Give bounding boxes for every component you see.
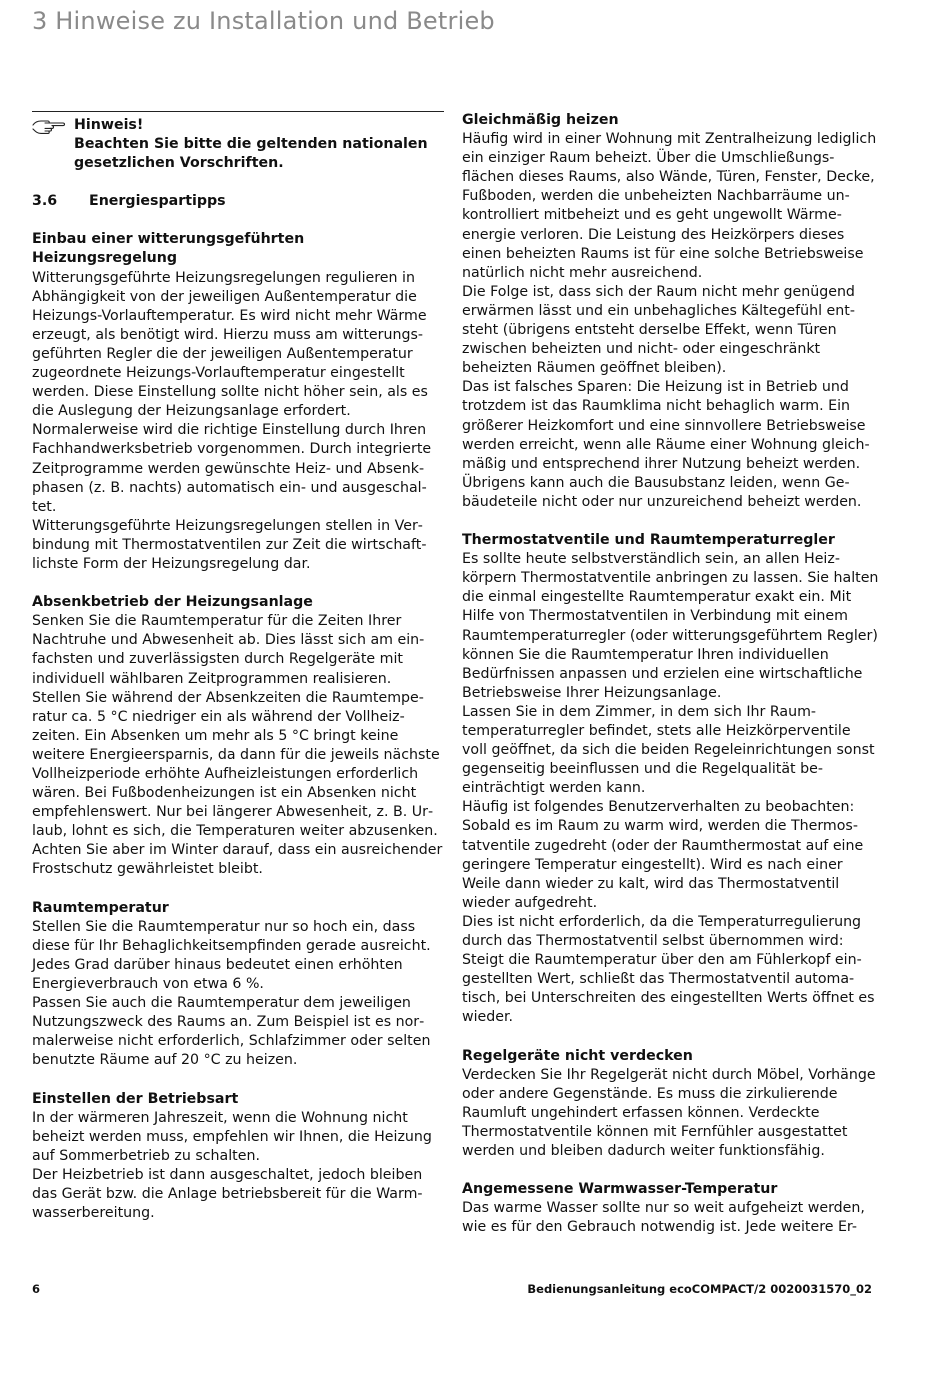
left-column — [32, 111, 444, 1242]
subheading: Gleichmäßig heizen — [462, 112, 619, 128]
text-block — [462, 111, 880, 512]
subheading: Regelgeräte nicht verdecken — [462, 1047, 693, 1064]
subheading: Absenkbetrieb der Heizungsanlage — [32, 594, 313, 611]
paragraph: Dies ist nicht erforderlich, da die Temperaturregulierung durch das Thermostatventil selbst übernommen wird: Steigt die Raumtemperatur über den am Fühlerkopf eingestellten Wert, schließt das Thermostatventil automatisch, bei Unterschreiten des eingestellten Werts öffnet es wieder. — [462, 913, 875, 1026]
subheading: Einbau einer witterungsgeführten Heizungsregelung — [32, 231, 305, 267]
paragraph: Das ist falsches Sparen: Die Heizung ist in Betrieb und trotzdem ist das Raumklima nicht behaglich warm. Ein größerer Heizkomfort und eine sinnvollere Betriebsweise werden erreicht, wenn alle Räume einer Wohnung gleichmäßig und entsprechend ihrer Nutzung beheizt werden. Übrigens kann auch die Bausubstanz leiden, wenn Gebäudeteile nicht oder nur unzureichend beheizt werden. — [462, 379, 870, 510]
pointing-hand-icon — [32, 116, 74, 141]
page-header-title: 3 Hinweise zu Installation und Betrieb — [32, 7, 495, 35]
subheading: Thermostatventile und Raumtemperaturregler — [462, 532, 835, 549]
text-block — [32, 230, 444, 574]
paragraph: Stellen Sie die Raumtemperatur nur so hoch ein, dass diese für Ihr Behaglichkeitsempfinden gerade ausreicht. Jedes Grad darüber hinaus bedeutet einen erhöhten Energieverbrauch von etwa 6 %. — [32, 918, 431, 993]
paragraph: Senken Sie die Raumtemperatur für die Zeiten Ihrer Nachtruhe und Abwesenheit ab. Dies lässt sich am einfachsten und zuverlässigsten durch Regelgeräte mit individuell wählbaren Zeitprogrammen realisieren. — [32, 613, 425, 687]
note-title: Hinweis! — [74, 117, 144, 133]
document-id: Bedienungsanleitung ecoCOMPACT/2 0020031570_02 — [527, 1282, 872, 1296]
note-box — [32, 116, 444, 173]
section-number: 3.6 — [32, 193, 58, 210]
text-block — [32, 899, 444, 1071]
text-block — [32, 1090, 444, 1224]
paragraph: Der Heizbetrieb ist dann ausgeschaltet, jedoch bleiben das Gerät bzw. die Anlage betriebsbereit für die Warmwasserbereitung. — [32, 1166, 423, 1222]
section-title: Energiespartipps — [89, 193, 226, 210]
paragraph: In der wärmeren Jahreszeit, wenn die Wohnung nicht beheizt werden muss, empfehlen wir Ihnen, die Heizung auf Sommerbetrieb zu schalten. — [32, 1109, 432, 1164]
paragraph: Normalerweise wird die richtige Einstellung durch Ihren Fachhandwerksbetrieb vorgenommen. Durch integrierte Zeitprogramme werden gewünschte Heiz- und Absenkphasen (z. B. nachts) automatisch ein- und ausgeschaltet. — [32, 422, 432, 515]
paragraph: Verdecken Sie Ihr Regelgerät nicht durch Möbel, Vorhänge oder andere Gegenstände. Es muss die zirkulierende Raumluft ungehindert erfassen können. Verdeckte Thermostatventile können mit Fernfühler ausgestattet werden und bleiben dadurch weiter funktionsfähig. — [462, 1066, 876, 1160]
subheading: Einstellen der Betriebsart — [32, 1090, 239, 1107]
paragraph: Es sollte heute selbstverständlich sein, an allen Heizkörpern Thermostatventile anbringen zu lassen. Sie halten die einmal eingestellte Raumtemperatur exakt ein. Mit Hilfe von Thermostatventilen in Verbindung mit einem Raumtemperaturregler (oder witterungsgeführtem Regler) können Sie die Raumtemperatur Ihren individuellen Bedürfnissen anpassen und erzielen eine wirtschaftliche Betriebsweise Ihrer Heizungsanlage. — [462, 551, 879, 701]
text-block — [462, 1180, 880, 1237]
paragraph: Lassen Sie in dem Zimmer, in dem sich Ihr Raumtemperaturregler befindet, stets alle Heizkörperventile voll geöffnet, da sich die beiden Regeleinrichtungen sonst gegenseitig beeinflussen und die Regelqualität beeinträchtigt werden kann. — [462, 703, 875, 797]
page-number: 6 — [32, 1282, 41, 1296]
paragraph: Stellen Sie während der Absenkzeiten die Raumtemperatur ca. 5 °C niedriger ein als während der Vollheizzeiten. Ein Absenken um mehr als 5 °C bringt keine weitere Energieersparnis, da dann für die jeweils nächste Vollheizperiode erhöhte Aufheizleistungen erforderlich wären. Bei Fußbodenheizungen ist ein Absenken nicht empfehlenswert. Nur bei längerer Abwesenheit, z. B. Urlaub, lohnt es sich, die Temperaturen weiter abzusenken. Achten Sie aber im Winter darauf, dass ein ausreichender Frostschutz gewährleistet bleibt. — [32, 689, 443, 878]
subheading: Raumtemperatur — [32, 899, 169, 916]
subheading: Angemessene Warmwasser-Temperatur — [462, 1181, 778, 1198]
text-block — [462, 531, 880, 1027]
paragraph: Witterungsgeführte Heizungsregelungen regulieren in Abhängigkeit von der jeweiligen Außentemperatur die Heizungs-Vorlauftemperatur. Es wird nicht mehr Wärme erzeugt, als benötigt wird. Hierzu muss am witterungsgeführten Regler die der jeweiligen Außentemperatur zugeordnete Heizungs-Vorlauftemperatur eingestellt werden. Diese Einstellung sollte nicht höher sein, als es die Auslegung der Heizungsanlage erfordert. — [32, 269, 428, 420]
paragraph: Die Folge ist, dass sich der Raum nicht mehr genügend erwärmen lässt und ein unbehagliches Kältegefühl entsteht (übrigens entsteht derselbe Effekt, wenn Türen zwischen beheizten und nicht- oder eingeschränkt beheizten Räumen geöffnet bleiben). — [462, 283, 855, 377]
right-column — [462, 111, 880, 1257]
paragraph: Das warme Wasser sollte nur so weit aufgeheizt werden, wie es für den Gebrauch notwendig ist. Jede weitere Er- — [462, 1200, 865, 1236]
note-divider — [32, 111, 444, 112]
text-block — [462, 1047, 880, 1162]
text-block — [32, 593, 444, 879]
section-heading — [32, 192, 444, 211]
paragraph: Passen Sie auch die Raumtemperatur dem jeweiligen Nutzungszweck des Raums an. Zum Beispiel ist es normalerweise nicht erforderlich, Schlafzimmer oder selten benutzte Räume auf 20 °C zu heizen. — [32, 995, 431, 1069]
note-text: Beachten Sie bitte die geltenden nationalen gesetzlichen Vorschriften. — [74, 136, 428, 172]
paragraph: Häufig wird in einer Wohnung mit Zentralheizung lediglich ein einziger Raum beheizt. Über die Umschließungsflächen dieses Raums, also Wände, Türen, Fenster, Decke, Fußboden, werden die unbeheizten Nachbarräume unkontrolliert mitbeheizt und es geht ungewollt Wärmeenergie verloren. Die Leistung des Heizkörpers dieses einen beheizten Raums ist für eine solche Betriebsweise natürlich nicht mehr ausreichend. — [462, 131, 877, 281]
paragraph: Witterungsgeführte Heizungsregelungen stellen in Verbindung mit Thermostatventilen zur Zeit die wirtschaftlichste Form der Heizungsregelung dar. — [32, 517, 427, 572]
paragraph: Häufig ist folgendes Benutzerverhalten zu beobachten: Sobald es im Raum zu warm wird, werden die Thermostatventile zugedreht (oder der Raumthermostat auf eine geringere Temperatur eingestellt). Wird es nach einer Weile dann wieder zu kalt, wird das Thermostatventil wieder aufgedreht. — [462, 799, 864, 911]
